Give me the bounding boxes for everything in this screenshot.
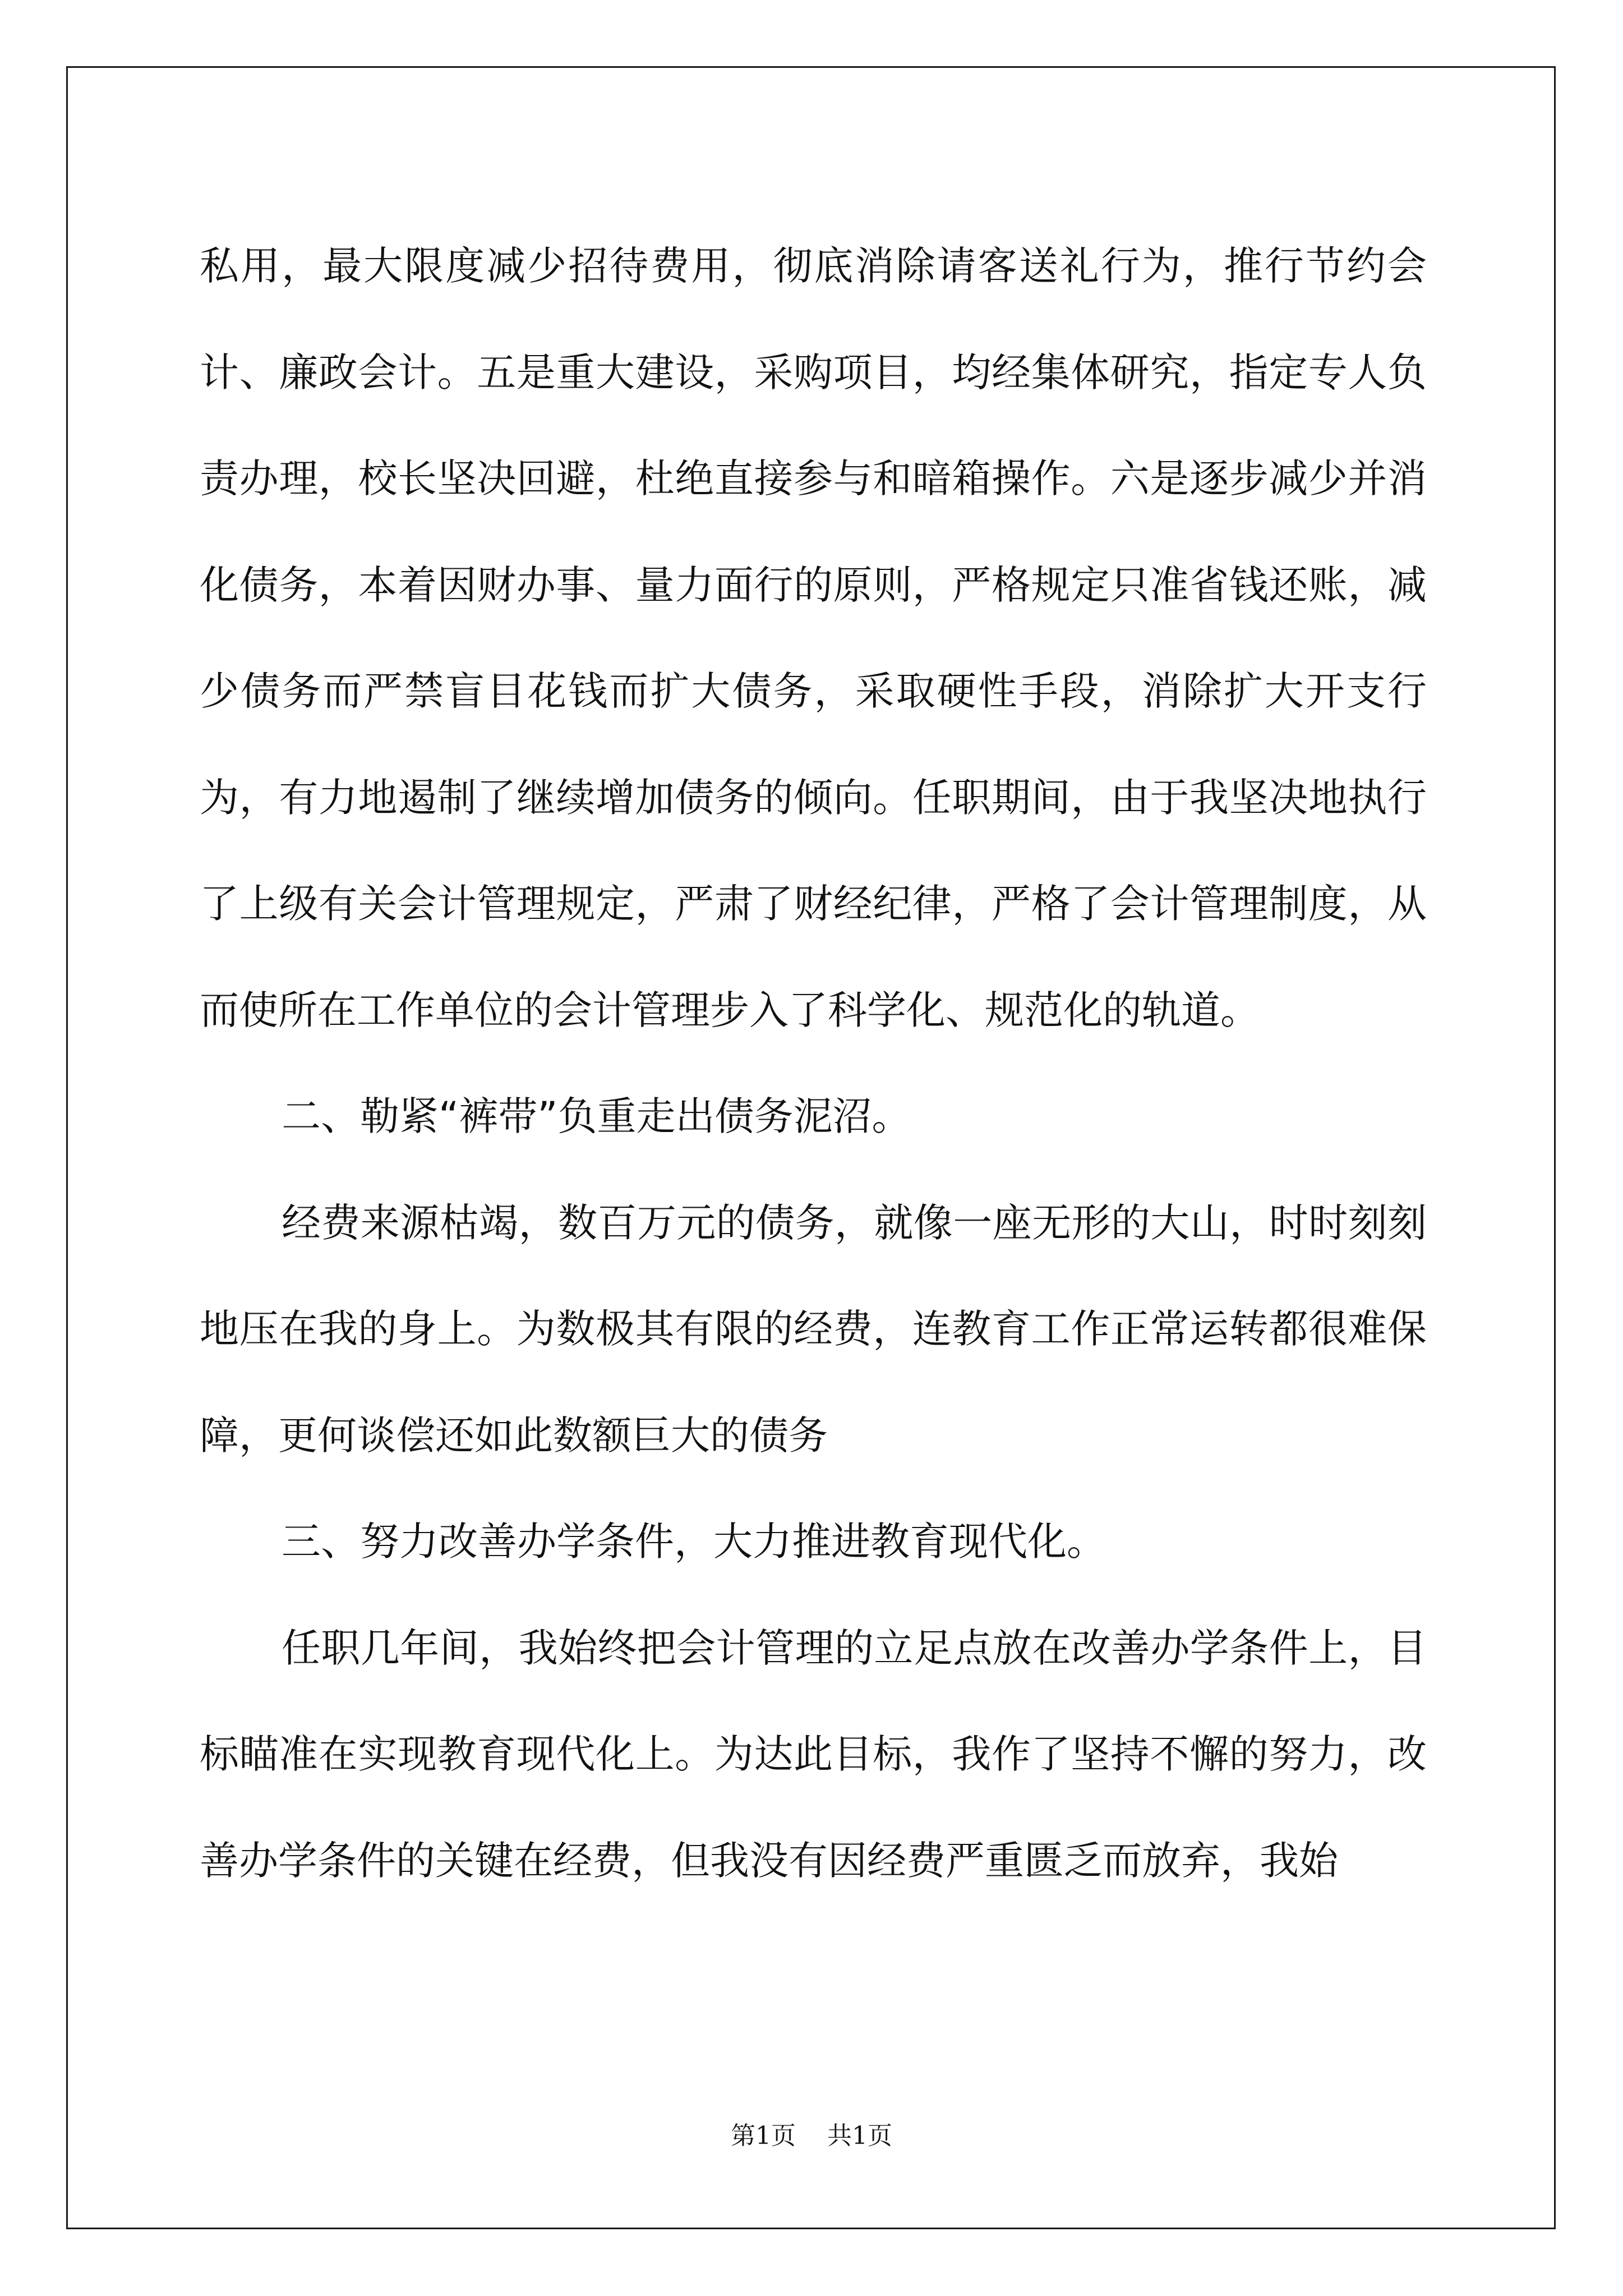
page-total: 共1页: [827, 2122, 892, 2150]
page-footer: [0, 2119, 1623, 2153]
section-heading-3: 三、努力改善办学条件，大力推进教育现代化。: [282, 1519, 1106, 1565]
paragraph-3: 经费来源枯竭，数百万元的债务，就像一座无形的大山，时时刻刻地压在我的身上。为数极其有限的经费，连教育工作正常运转都很难保障，更何谈偿还如此数额巨大的债务: [200, 1199, 1427, 1458]
page-number: 第1页: [731, 2122, 796, 2150]
section-heading-2: 二、勒紧“裤带”负重走出债务泥沼。: [282, 1093, 911, 1139]
paragraph-1: 私用，最大限度减少招待费用，彻底消除请客送礼行为，推行节约会计、廉政会计。五是重大建设，采购项目，均经集体研究，指定专人负责办理，校长坚决回避，杜绝直接参与和暗箱操作。六是逐步减少并消化债务，本着因财办事、量力面行的原则，严格规定只准省钱还账，减少债务而严禁盲目花钱而扩大债务，采取硬性手段，消除扩大开支行为，有力地遏制了继续增加债务的倾向。任职期间，由于我坚决地执行了上级有关会计管理规定，严肃了财经纪律，严格了会计管理制度，从而使所在工作单位的会计管理步入了科学化、规范化的轨道。: [200, 243, 1427, 1033]
document-body: [200, 213, 1427, 1914]
paragraph-5: 任职几年间，我始终把会计管理的立足点放在改善办学条件上，目标瞄准在实现教育现代化上。为达此目标，我作了坚持不懈的努力，改善办学条件的关键在经费，但我没有因经费严重匮乏而放弃，我始: [200, 1625, 1427, 1884]
